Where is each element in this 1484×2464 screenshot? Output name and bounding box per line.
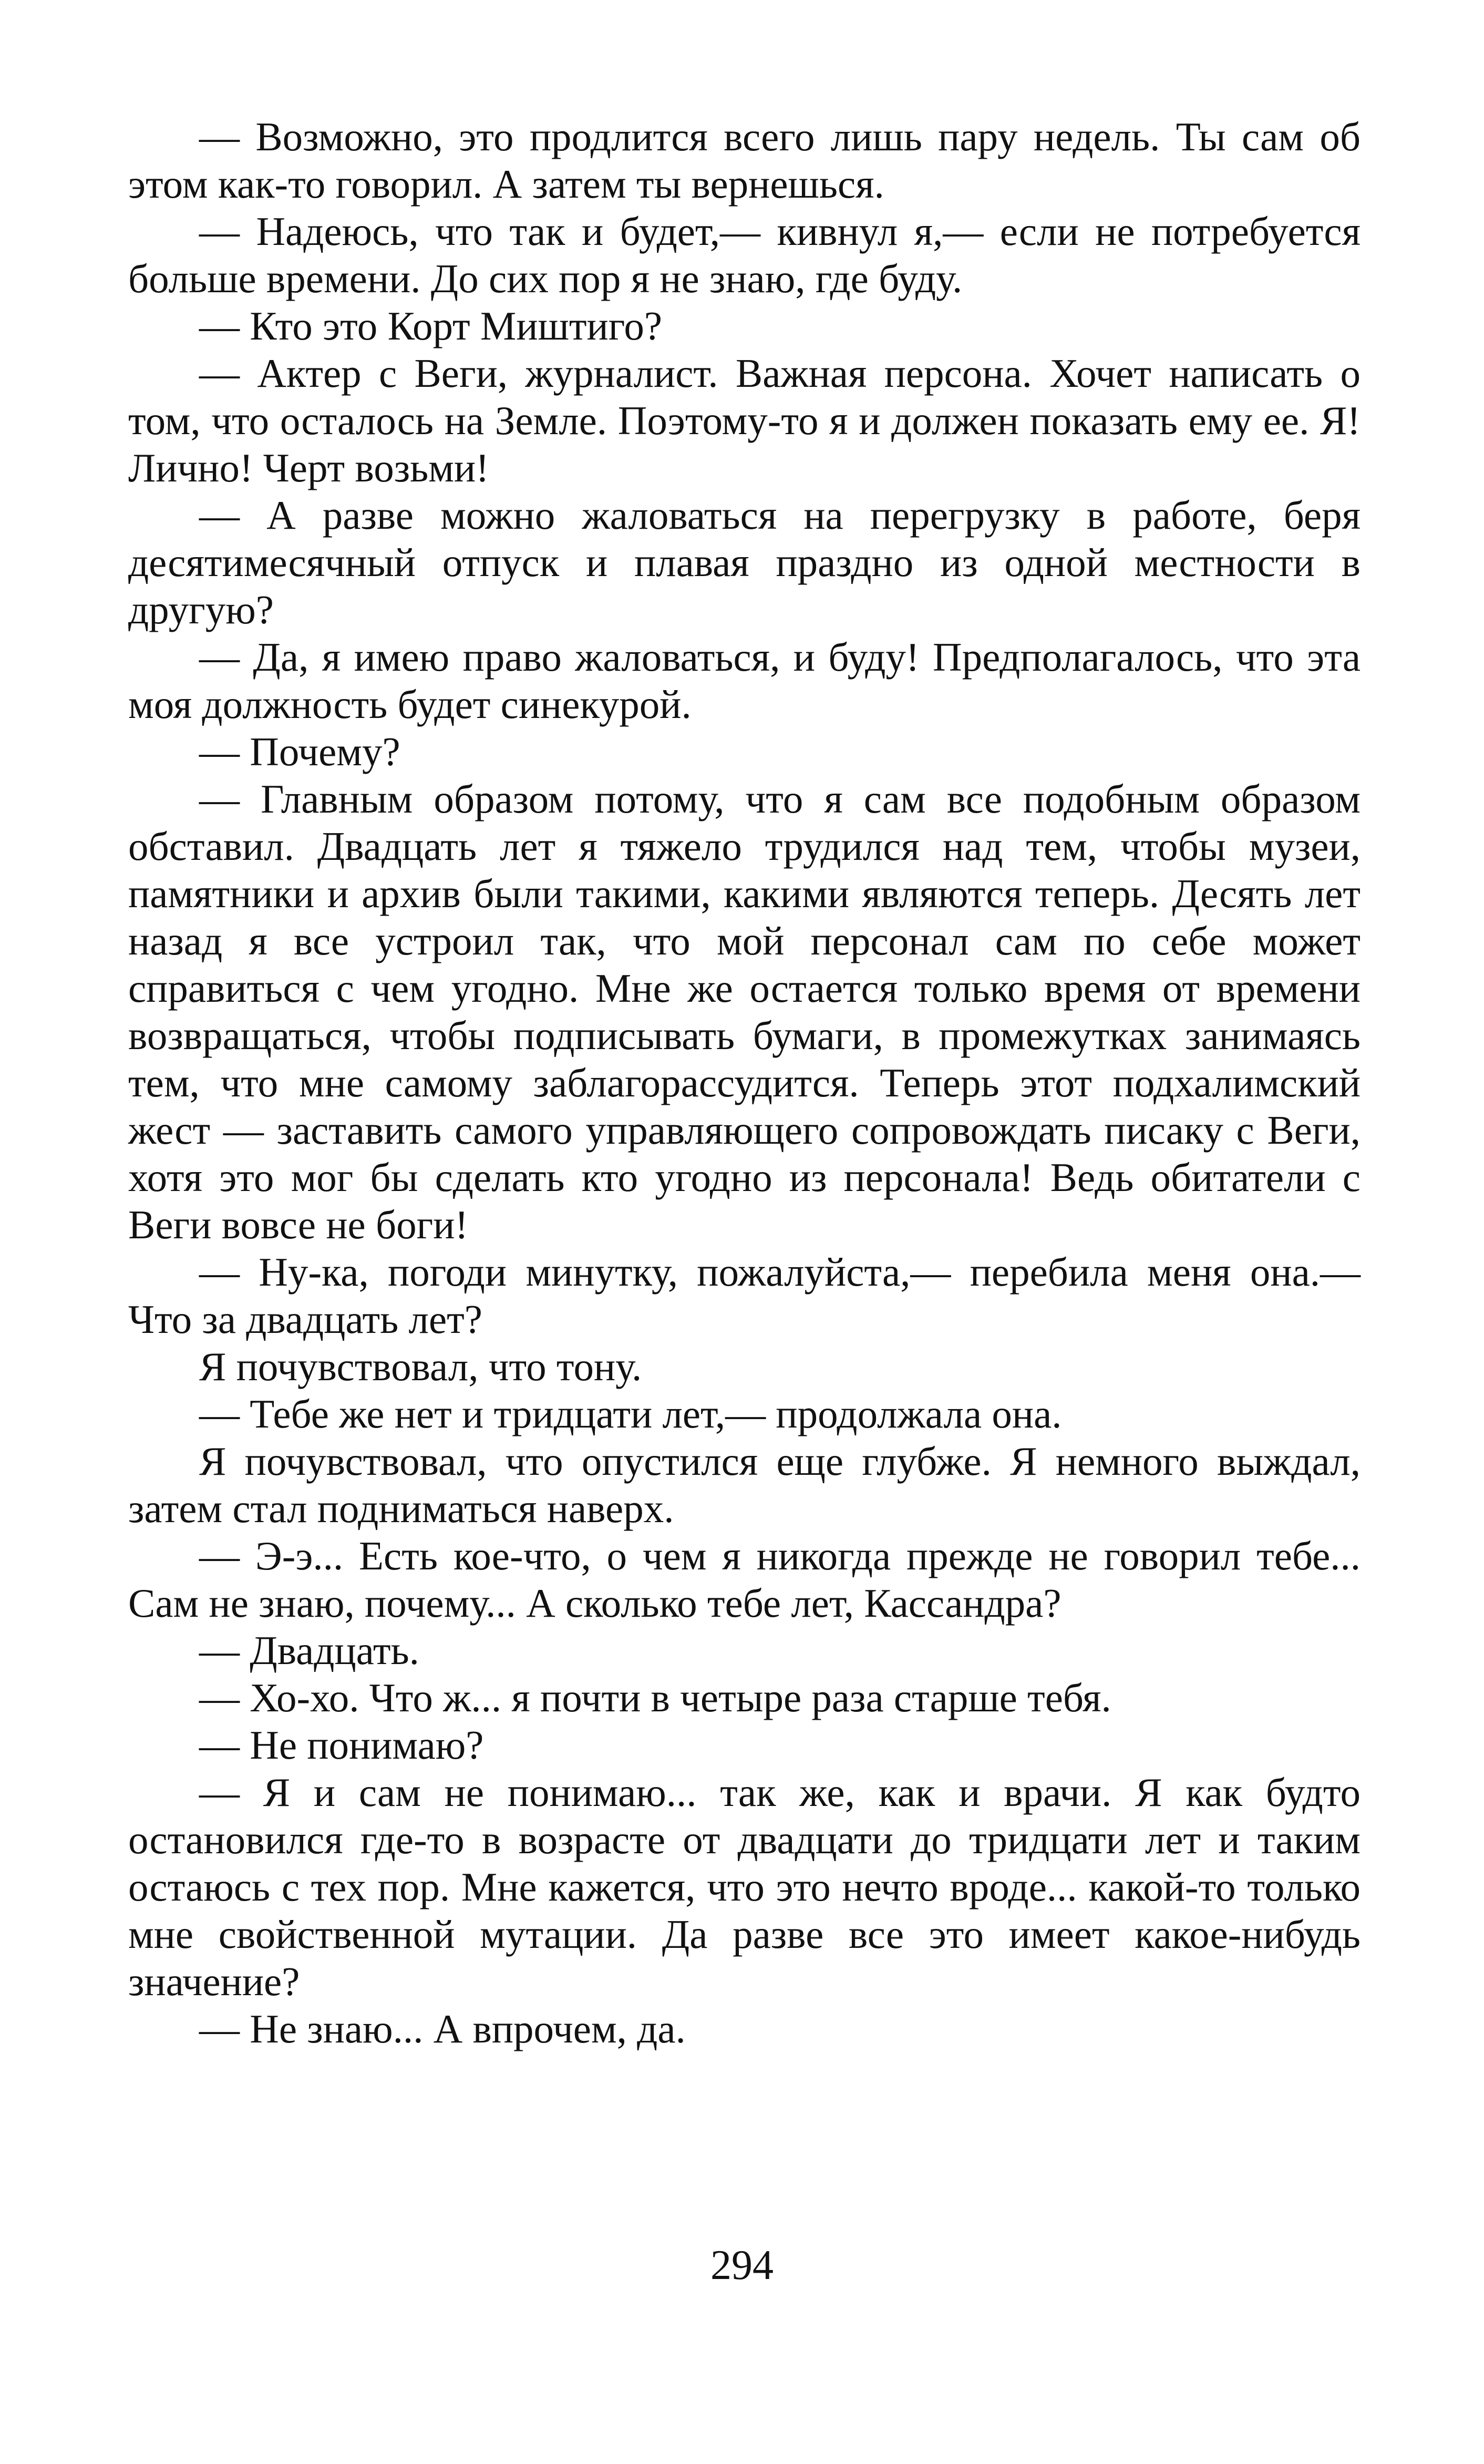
page-text [128, 113, 1361, 2052]
page-number: 294 [710, 2242, 774, 2288]
paragraph-11: — Тебе же нет и тридцати лет,— продолжала она. [199, 1391, 1062, 1436]
paragraph-12: Я почувствовал, что опустился еще глубже. Я немного выждал, затем стал подниматься наверх. [128, 1439, 1361, 1531]
paragraph-15: — Хо-хо. Что ж... я почти в четыре раза старше тебя. [199, 1675, 1111, 1720]
paragraph-16: — Не понимаю? [199, 1722, 484, 1768]
paragraph-2: — Надеюсь, что так и будет,— кивнул я,— если не потребуется больше времени. До сих пор я не знаю, где буду. [128, 209, 1361, 301]
paragraph-6: — Да, я имею право жаловаться, и буду! Предполагалось, что эта моя должность будет синекурой. [128, 634, 1361, 727]
paragraph-9: — Ну-ка, погоди минутку, пожалуйста,— перебила меня она.— Что за двадцать лет? [128, 1249, 1361, 1342]
paragraph-4: — Актер с Веги, журналист. Важная персона. Хочет написать о том, что осталось на Земле. Поэтому-то я и должен показать ему ее. Я! Лично! Черт возьми! [128, 351, 1361, 490]
paragraph-1: — Возможно, это продлится всего лишь пару недель. Ты сам об этом как-то говорил. А затем ты вернешься. [128, 114, 1361, 207]
paragraph-18: — Не знаю... А впрочем, да. [199, 2006, 686, 2051]
paragraph-17: — Я и сам не понимаю... так же, как и врачи. Я как будто остановился где-то в возрасте от двадцати до тридцати лет и таким остаюсь с тех пор. Мне кажется, что это нечто вроде... какой-то только мне свойственной мутации. Да разве все это имеет какое-нибудь значение? [128, 1770, 1361, 2004]
paragraph-13: — Э-э... Есть кое-что, о чем я никогда прежде не говорил тебе... Сам не знаю, почему... А сколько тебе лет, Кассандра? [128, 1533, 1361, 1626]
paragraph-14: — Двадцать. [199, 1628, 419, 1673]
paragraph-3: — Кто это Корт Миштиго? [199, 303, 663, 348]
paragraph-8: — Главным образом потому, что я сам все подобным образом обставил. Двадцать лет я тяжело трудился над тем, чтобы музеи, памятники и архив были такими, какими являются теперь. Десять лет назад я все устроил так, что мой персонал сам по себе может справиться с чем угодно. Мне же остается только время от времени возвращаться, чтобы подписывать бумаги, в промежутках занимаясь тем, что мне самому заблагорассудится. Теперь этот подхалимский жест — заставить самого управляющего сопровождать писаку с Веги, хотя это мог бы сделать кто угодно из персонала! Ведь обитатели с Веги вовсе не боги! [128, 776, 1361, 1247]
paragraph-10: Я почувствовал, что тону. [199, 1344, 642, 1389]
paragraph-7: — Почему? [199, 729, 400, 774]
paragraph-5: — А разве можно жаловаться на перегрузку в работе, беря десятимесячный отпуск и плавая праздно из одной местности в другую? [128, 492, 1361, 632]
